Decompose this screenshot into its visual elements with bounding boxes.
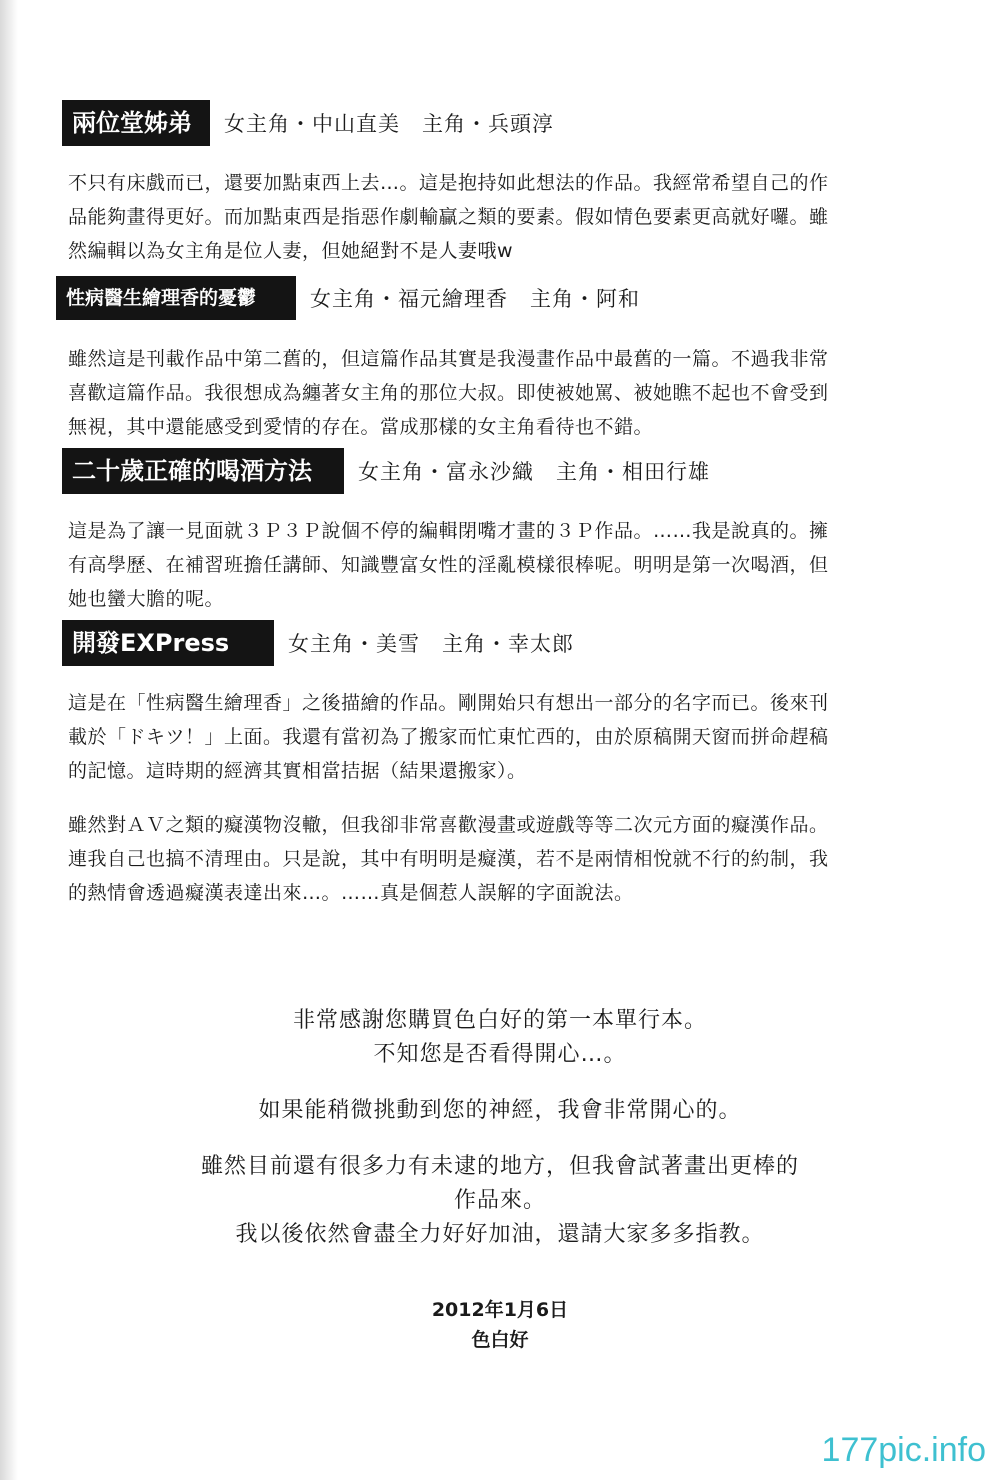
section-header-2: [56, 276, 640, 320]
section-header-3: [62, 448, 710, 494]
section-paragraph-3: 這是為了讓一見面就３Ｐ３Ｐ說個不停的編輯閉嘴才畫的３Ｐ作品。……我是說真的。擁 有高學歷、在補習班擔任講師、知識豐富女性的淫亂模樣很棒呢。明明是第一次喝酒，但 她也蠻大膽的呢。: [68, 520, 829, 610]
section-characters-1: 女主角・中山直美 主角・兵頭淳: [224, 112, 554, 136]
section-characters-2: 女主角・福元繪理香 主角・阿和: [310, 287, 640, 311]
page-edge-shadow: [0, 0, 18, 1480]
closing-thanks: 非常感謝您購買色白好的第一本單行本。 不知您是否看得開心…。: [292, 1008, 707, 1067]
extra-paragraph: 雖然對ＡＶ之類的癡漢物沒轍，但我卻非常喜歡漫畫或遊戲等等二次元方面的癡漢作品。 連我自己也搞不清理由。只是說，其中有明明是癡漢，若不是兩情相悅就不行的約制，我 的熱情會透過癡漢表達出來…。……真是個惹人誤解的字面說法。: [68, 814, 829, 904]
section-characters-3: 女主角・富永沙織 主角・相田行雄: [358, 460, 710, 484]
section-title-1: 兩位堂姊弟: [62, 100, 210, 146]
section-header-4: [62, 620, 574, 666]
closing-hope: 如果能稍微挑動到您的神經，我會非常開心的。: [258, 1098, 742, 1123]
section-title-3: 二十歲正確的喝酒方法: [62, 448, 344, 494]
signature-date: 2012年1月6日: [431, 1299, 569, 1321]
section-characters-4: 女主角・美雪 主角・幸太郎: [288, 632, 574, 656]
section-header-1: [62, 100, 554, 146]
section-title-2: 性病醫生繪理香的憂鬱: [56, 276, 296, 320]
signature-author: 色白好: [471, 1329, 529, 1351]
closing-promise: 雖然目前還有很多力有未逮的地方，但我會試著畫出更棒的 作品來。 我以後依然會盡全力好好加油，還請大家多多指教。: [200, 1154, 799, 1247]
section-title-4: 開發EXPress: [62, 620, 274, 666]
watermark: 177pic.info: [821, 1431, 986, 1469]
section-paragraph-1: 不只有床戲而已，還要加點東西上去…。這是抱持如此想法的作品。我經常希望自己的作 品能夠畫得更好。而加點東西是指惡作劇輸贏之類的要素。假如情色要素更高就好囉。雖 然編輯以為女主角是位人妻，但她絕對不是人妻哦w: [68, 172, 829, 262]
section-paragraph-4: 這是在「性病醫生繪理香」之後描繪的作品。剛開始只有想出一部分的名字而已。後來刊 載於「ドキツ！」上面。我還有當初為了搬家而忙東忙西的，由於原稿開天窗而拼命趕稿 的記憶。這時期的經濟其實相當拮据（結果還搬家）。: [68, 692, 829, 782]
section-paragraph-2: 雖然這是刊載作品中第二舊的，但這篇作品其實是我漫畫作品中最舊的一篇。不過我非常 喜歡這篇作品。我很想成為纏著女主角的那位大叔。即使被她罵、被她瞧不起也不會受到 無視，其中還能感受到愛情的存在。當成那樣的女主角看待也不錯。: [68, 348, 829, 438]
